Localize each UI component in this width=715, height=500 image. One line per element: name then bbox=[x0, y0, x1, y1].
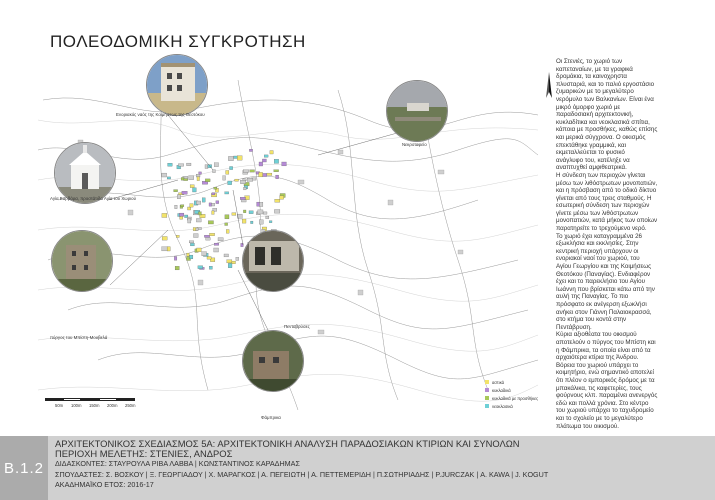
village-building bbox=[175, 266, 179, 270]
village-building bbox=[162, 247, 168, 251]
village-building bbox=[194, 234, 199, 238]
village-building bbox=[224, 254, 229, 257]
village-building bbox=[204, 235, 209, 237]
village-building bbox=[198, 212, 201, 215]
scale-label-100: 100m bbox=[71, 403, 82, 408]
students: ΣΠΟΥΔΑΣΤΕΣ: Σ. ΒΟΣΚΟΥ | Ξ. ΓΕΩΡΓΙΑΔΟΥ | Χ. ΜΑΡΑΓΚΟΣ | Α. ΠΕΓΕΙΩΤΗ | Α. ΠΕΤΤΕΜΕΡΙΔΗ | Π.ΣΩΤΗΡΙΑΔΗΣ | Ρ.JURCZAK | Α. KAWA | J. KOGUT bbox=[55, 470, 549, 479]
village-building bbox=[267, 173, 272, 175]
photo-church-koimiseos bbox=[146, 54, 208, 116]
village-building bbox=[214, 187, 217, 189]
scale-bar bbox=[45, 398, 140, 412]
village-building bbox=[226, 230, 229, 234]
village-building bbox=[243, 170, 248, 173]
village-building bbox=[212, 211, 215, 215]
village-building bbox=[251, 221, 254, 224]
scale-label-50: 50m bbox=[55, 403, 64, 408]
caption-church-koimiseos: Ενοριακός ναός της Κοιμήσεως της Θεοτόκου bbox=[116, 112, 205, 117]
village-building bbox=[190, 204, 193, 208]
village-building bbox=[235, 179, 239, 181]
village-building bbox=[167, 247, 170, 251]
village-building bbox=[216, 201, 219, 204]
village-building bbox=[162, 237, 167, 241]
north-arrow-icon bbox=[546, 72, 552, 98]
village-building bbox=[167, 177, 170, 179]
village-building bbox=[247, 178, 253, 181]
course-title: ΑΡΧΙΤΕΚΤΟΝΙΚΟΣ ΣΧΕΔΙΑΣΜΟΣ 5Α: ΑΡΧΙΤΕΚΤΟΝΙΚΗ ΑΝΑΛΥΣΗ ΠΑΡΑΔΟΣΙΑΚΩΝ ΚΤΙΡΙΩΝ ΚΑΙ ΣΥΝΟΛΩΝ bbox=[55, 438, 520, 449]
village-building bbox=[208, 221, 213, 224]
village-building bbox=[218, 238, 223, 241]
village-building bbox=[181, 178, 184, 181]
map-legend bbox=[485, 378, 538, 410]
village-building bbox=[189, 241, 194, 243]
study-area: ΠΕΡΙΟΧΗ ΜΕΛΕΤΗΣ: ΣΤΕΝΙΕΣ, ΑΝΔΡΟΣ bbox=[55, 448, 233, 459]
village-building bbox=[223, 176, 226, 180]
village-building bbox=[264, 155, 268, 157]
village-building bbox=[202, 252, 207, 256]
village-building bbox=[263, 212, 267, 214]
village-building bbox=[196, 201, 201, 204]
village-building bbox=[174, 190, 178, 192]
village-building bbox=[193, 188, 197, 192]
village-building bbox=[250, 170, 255, 172]
village-building bbox=[179, 213, 184, 216]
village-building bbox=[269, 221, 272, 223]
village-building bbox=[190, 243, 194, 246]
caption-pentavryses: Πενταβρύσες bbox=[284, 324, 310, 329]
legend-label: κυκλαδικά με προσθήκες bbox=[492, 395, 539, 401]
scale-label-250: 250m bbox=[125, 403, 136, 408]
caption-pyrgos: πύργος του Μπίστη-Μουβελά bbox=[50, 335, 108, 340]
village-building bbox=[212, 193, 215, 195]
village-building bbox=[258, 210, 263, 214]
village-building bbox=[225, 215, 229, 219]
page-title: ΠΟΛΕΟΔΟΜΙΚΗ ΣΥΓΚΡΟΤΗΣΗ bbox=[50, 32, 306, 51]
legend-swatch bbox=[485, 380, 489, 384]
village-building bbox=[259, 162, 263, 166]
legend-item-astika bbox=[485, 378, 538, 386]
village-building bbox=[240, 180, 245, 184]
photo-pentavryses bbox=[242, 230, 304, 292]
scale-label-150: 150m bbox=[89, 403, 100, 408]
village-building bbox=[162, 213, 167, 217]
caption-fampriki: Φάμπρικα bbox=[261, 415, 281, 420]
village-building bbox=[225, 192, 229, 194]
village-building bbox=[282, 162, 287, 166]
village-building bbox=[276, 175, 279, 179]
village-building bbox=[210, 233, 215, 236]
village-building bbox=[243, 210, 246, 213]
photo-pyrgos bbox=[51, 230, 113, 292]
village-building bbox=[181, 205, 184, 207]
village-building bbox=[274, 210, 280, 214]
village-building bbox=[259, 202, 263, 206]
legend-label: κυκλαδικά bbox=[492, 387, 511, 393]
village-building bbox=[259, 220, 263, 224]
village-building bbox=[184, 179, 188, 181]
village-building bbox=[249, 211, 253, 214]
village-building bbox=[174, 257, 177, 261]
village-building bbox=[209, 266, 212, 269]
village-building bbox=[205, 165, 208, 169]
village-building bbox=[244, 187, 247, 190]
caption-agia-varvara: Αγία Βαρβάρα, προστάτιδα Αγία του Χωριού bbox=[50, 196, 137, 201]
legend-item-neoklasika bbox=[485, 402, 538, 410]
village-building bbox=[168, 163, 173, 166]
village-building bbox=[230, 167, 233, 170]
village-building bbox=[257, 202, 260, 206]
village-building bbox=[270, 151, 273, 155]
village-building bbox=[232, 213, 236, 216]
village-building bbox=[205, 179, 210, 182]
village-building bbox=[196, 228, 199, 231]
village-building bbox=[175, 205, 178, 209]
legend-label: αστικά bbox=[492, 379, 505, 385]
village-building bbox=[274, 170, 279, 172]
village-building bbox=[234, 156, 238, 159]
village-building bbox=[207, 257, 211, 260]
village-building bbox=[206, 237, 211, 240]
photo-fampriki bbox=[242, 330, 304, 392]
village-building bbox=[240, 197, 245, 199]
village-building bbox=[177, 195, 180, 199]
village-building bbox=[266, 216, 269, 219]
village-building bbox=[237, 156, 242, 161]
scale-label-200: 200m bbox=[107, 403, 118, 408]
site-map bbox=[38, 60, 538, 420]
legend-label: νεοκλασικά bbox=[492, 403, 513, 409]
legend-swatch bbox=[485, 396, 489, 400]
village-building bbox=[259, 172, 263, 177]
village-building bbox=[178, 164, 183, 167]
village-building bbox=[226, 171, 229, 175]
village-building bbox=[228, 156, 233, 160]
photo-nekrotafeio bbox=[386, 80, 448, 142]
legend-swatch bbox=[485, 388, 489, 392]
photo-agia-varvara bbox=[54, 142, 116, 204]
caption-nekrotafeio: Νεκροταφείο bbox=[402, 142, 427, 147]
village-building bbox=[197, 177, 200, 181]
village-building bbox=[199, 172, 202, 174]
footer-text bbox=[55, 439, 548, 490]
village-building bbox=[214, 163, 218, 167]
legend-item-kykladika-prosthikes bbox=[485, 394, 538, 402]
village-building bbox=[275, 199, 280, 202]
village-building bbox=[190, 255, 193, 259]
village-building bbox=[262, 159, 266, 162]
village-building bbox=[188, 219, 191, 223]
footer bbox=[0, 436, 715, 500]
legend-swatch bbox=[485, 404, 489, 408]
village-building bbox=[214, 248, 219, 252]
village-building bbox=[228, 181, 232, 185]
description-text: Οι Στενιές, το χωριό των καπεταναίων, με τα γραφικά δρομάκια, τα καινοχρηστα πλυσταριά, και το παλιό εργοστάσιο ζυμαρικών με το μεγαλύτερο νερόμυλο των Βαλκανίων. Είναι ένα μικρό όμορφο χωριό με παραδοσιακή αρχιτεκτονική, κυκλαδίτικα και νεοκλασικά σπίτια, κάποια με προσθήκες, καθώς επίσης και μερικά σύγχρονα. Ο οικισμός επεκτάθηκε γραμμικά, και εκμεταλλεύεται το φυσικό ανάγλυφο του, κατέληξε να αναπτυχθεί αμφιθεατρικά. Η σύνδεση των περιοχών γίνεται μέσω των λιθόστρωτων μονοπατιών, και η πρόσβαση από το οδικό δίκτυο γίνεται από τους τρεις σταθμούς. Η εσωτερική σύνδεση των περιοχών γίνετε μέσω των λιθόστρωτων μονοπατιών, κατά μήκος των οποίων παρατηρείτε το τρεχούμενο νερό. Το χωριό έχει καταγραμμένα 26 εξωκλήσια και εκκλησίες. Στην κεντρική περιοχή υπάρχουν οι ενοριακοί ναοί του χωριού, του Αγίου Γεωργίου και της Κοιμήσεως Θεοτόκου (Παναγίας). Ενδιαφέρον έχει και το παρεκλήσιο του Αγίου Ιωάννη που βρίσκεται κάτω από την αυλή της Παναγίας. Το πιο πρόσφατο εκ ανέγερση εξωκλήσι ανήκει στον Γιάννη Παλαιοκρασσά, στο κτήμα του κοντά στην Πεντάβρυση. Κύρια αξιοθέατα του οικισμού αποτελούν ο πύργος του Μπίστη και η Φάμπρικα, τα οποία είναι από τα αρχαιότερα κτίρια της Άνδρου. Βόρεια του χωριού υπάρχει το κοιμητήριο, ενώ σημαντικό αποτελεί ότι πλέον ο εμπορικός δρόμος με τα μπακάλικα, τις καφετερίες, τους φούρνους κλπ. παραμένει ανενεργός εδώ και πολλά χρόνια. Στο κέντρο του χωριού υπάρχει το ταχυδρομείο και το σχολείο με το μεγαλύτερο πλάτωμα του οικισμού. bbox=[556, 58, 658, 430]
village-building bbox=[187, 253, 190, 256]
village-building bbox=[212, 203, 215, 206]
instructors: ΔΙΔΑΣΚΟΝΤΕΣ: ΣΤΑΥΡΟΥΛΑ ΡΙΒΑ ΛΑΒΒΑ | ΚΩΝΣΤΑΝΤΙΝΟΣ ΚΑΡΑΔΗΜΑΣ bbox=[55, 459, 300, 468]
village-building bbox=[227, 260, 232, 263]
village-building bbox=[213, 170, 216, 173]
village-building bbox=[162, 173, 167, 177]
legend-item-kykladika bbox=[485, 386, 538, 394]
village-building bbox=[249, 149, 252, 151]
village-building bbox=[242, 219, 246, 223]
village-building bbox=[198, 266, 203, 269]
village-building bbox=[196, 219, 201, 223]
village-building bbox=[188, 207, 191, 210]
village-building bbox=[228, 263, 232, 267]
village-building bbox=[225, 223, 228, 226]
sheet-code: B.1.2 bbox=[0, 436, 48, 500]
academic-year: ΑΚΑΔΗΜΑΪΚΟ ΕΤΟΣ: 2016-17 bbox=[55, 480, 154, 489]
village-building bbox=[202, 198, 205, 202]
village-building bbox=[274, 159, 278, 163]
village-building bbox=[197, 248, 202, 252]
village-building bbox=[236, 257, 239, 260]
village-building bbox=[187, 163, 192, 166]
village-building bbox=[182, 191, 187, 194]
village-building bbox=[189, 176, 194, 180]
village-building bbox=[190, 185, 194, 188]
village-building bbox=[280, 196, 284, 200]
village-building bbox=[214, 243, 219, 245]
village-building bbox=[176, 235, 179, 237]
